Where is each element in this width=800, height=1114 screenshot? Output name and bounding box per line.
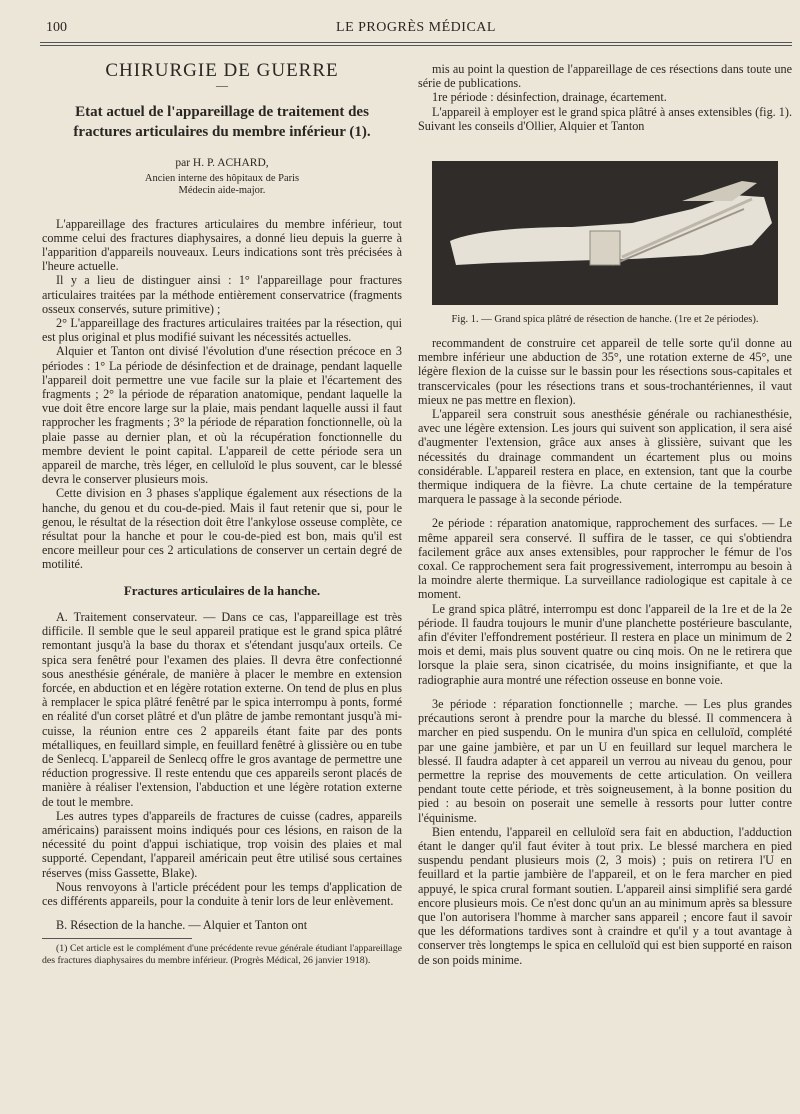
- paragraph: 1re période : désinfection, drainage, écartement.: [432, 90, 667, 105]
- page-number: 100: [46, 20, 67, 35]
- paragraph: 2° L'appareillage des fractures articulaires traitées par la résection, qui est plus original et plus modifié suivant les nécessités actuelles.: [42, 316, 402, 345]
- paragraph: A. Traitement conservateur. — Dans ce cas, l'appareillage est très difficile. Il semble que le seul appareil pratique est le grand spica plâtré remontant jusqu'à la base du thorax et s'étendant jusqu'aux orteils. Ce spica sera fenêtré pour l'examen des plaies. Il devra être confectionné sous anesthésie générale, de manière à placer le membre en extension forcée, en abduction et en légère rotation externe. On tend de plus en plus à remplacer le spica plâtré fenêtré par le spica interrompu à ponts, formé en réalité d'un corset plâtré et d'un plâtre de jambe remontant jusqu'à mi-cuisse, la réunion entre ces 2 appareils étant faite par des ponts métalliques, en feuillard simple, en feuillard fenêtré à glissière ou en tube de Senlecq. L'appareil de Senlecq offre le gros avantage de permettre une réduction progressive. Il reste entendu que ces appareils seront placés de manière à réaliser l'extension, l'abduction et une légère rotation externe de tout le membre.: [42, 609, 402, 809]
- header-rule-2: [40, 45, 792, 46]
- paragraph: Le grand spica plâtré, interrompu est donc l'appareil de la 1re et de la 2e période. Il faudra toujours le munir d'une planchette postérieure basculante, afin d'éviter l'effondrement postérieur. Il restera en place un minimum de 2 mois et demi, mais plus souvent quatre ou cinq mois. On ne le retirera que lorsque la plaie sera, sinon cicatrisée, du moins insignifiante, et que la radiographie aura montré une réfection osseuse en bonne voie.: [418, 601, 792, 687]
- paragraph: Les autres types d'appareils de fractures de cuisse (cadres, appareils américains) paraissent moins indiqués pour ces lésions, en raison de la nécessité du point d'appui ischiatique, trop voisin des plaies et mal supporté. Cependant, l'appareil américain peut être utilisé sous certaines réserves (miss Gassette, Blake).: [42, 808, 402, 880]
- section-heading: CHIRURGIE DE GUERRE: [105, 60, 339, 81]
- header-rule: [40, 42, 792, 43]
- article-title: [42, 102, 402, 142]
- right-column: [418, 62, 792, 967]
- title-line-2: fractures articulaires du membre inférieur (1).: [73, 124, 371, 141]
- plaster-cast-illustration: [432, 161, 778, 305]
- paragraph: L'appareillage des fractures articulaires du membre inférieur, tout comme celui des fractures diaphysaires, a donné lieu depuis la guerre à l'apparition d'appareils nouveaux. Leurs indications sont très précisées à l'heure actuelle.: [42, 216, 402, 274]
- paragraph: mis au point la question de l'appareillage de ces résections dans toute une série de publications.: [418, 62, 792, 91]
- figure-caption: Fig. 1. — Grand spica plâtré de résection de hanche. (1re et 2e périodes).: [451, 314, 759, 326]
- journal-title: LE PROGRÈS MÉDICAL: [336, 20, 496, 35]
- paragraph: B. Résection de la hanche. — Alquier et Tanton ont: [56, 918, 308, 933]
- running-header: [40, 20, 792, 42]
- paragraph: Alquier et Tanton ont divisé l'évolution d'une résection précoce en 3 périodes : 1° La période de désinfection et de drainage, pendant laquelle l'appareil doit permettre une vue facile sur la plaie et l'écartement des fragments ; 2° la période de réparation anatomique, pendant laquelle la vue doit être encore large sur la plaie, mais pendant laquelle aussi il faut rapprocher les fragments ; 3° la période de réparation fonctionnelle, où la plaie passe au dernier plan, et où la récupération fonctionnelle du membre devient le point capital. L'appareil de cette période sera un appareil de marche, très léger, en celluloïd le plus souvent, car le blessé devra le conserver plusieurs mois.: [42, 344, 402, 487]
- title-line-1: Etat actuel de l'appareillage de traitement des: [75, 104, 369, 121]
- paragraph: Cette division en 3 phases s'applique également aux résections de la hanche, du genou et du cou-de-pied. Mais il faut retenir que si, pour le genou, le résultat de la résection doit être l'ankylose osseuse complète, ce résultat pour la hanche et pour le cou-de-pied est bon, mais qu'il est encore meilleur pour ces 2 articulations de conserver un certain degré de motilité.: [42, 486, 402, 572]
- paragraph: 2e période : réparation anatomique, rapprochement des surfaces. — Le même appareil sera conservé. Il suffira de le tasser, ce qui s'obtiendra facilement grâce aux anses extensibles, pour rapprocher le fémur de l'os coxal. Ce rapprochement sera fait progressivement, interrompu au besoin à la moindre alerte thermique. La surveillance radiologique est capitale à ce moment.: [418, 516, 792, 602]
- paragraph: Bien entendu, l'appareil en celluloïd sera fait en abduction, l'adduction étant le danger qu'il faut éviter à tout prix. Le blessé marchera en pied suspendu pendant plusieurs mois (2, 3 mois) ; puis on retirera l'U en feuillard et la partie jambière de l'appareil, et on le fera marcher en pied appuyé, le spica crural formant soutien. L'appareil ainsi simplifié sera gardé encore plusieurs mois. Ce n'est donc qu'un an au minimum après sa blessure que l'on autorisera l'homme à marcher sans appareil ; encore faut il savoir que les déformations tardives sont à craindre et qu'il y a tout avantage à conserver très longtemps le spica en celluloïd qui est bien supporté en raison de son poids minime.: [418, 824, 792, 967]
- paragraph: L'appareil sera construit sous anesthésie générale ou rachianesthésie, avec une légère extension. Les jours qui suivent son application, il sera aisé d'augmenter l'extension, grâce aux anses à glissière, suivant que les nécessités du drainage commandent un écartement plus ou moins considérable. L'appareil restera en place, en extension, tant que la courbe thermique indiquera de la fièvre. La chute certaine de la température marquera le passage à la seconde période.: [418, 407, 792, 507]
- author-affiliation: [42, 173, 402, 197]
- left-column: [42, 62, 402, 966]
- author-byline: par H. P. ACHARD,: [175, 157, 269, 170]
- affiliation-line-2: Médecin aide-major.: [178, 184, 266, 196]
- footnote-rule: [42, 938, 192, 939]
- subsection-heading: Fractures articulaires de la hanche.: [123, 582, 321, 598]
- section-dash: —: [216, 78, 228, 93]
- paragraph: Il y a lieu de distinguer ainsi : 1° l'appareillage pour fractures articulaires traitées par la méthode entièrement conservatrice (fragments osseux conservés, suture primitive) ;: [42, 273, 402, 316]
- paragraph: Nous renvoyons à l'article précédent pour les temps d'application de ces différents appareils, pour la conduite à tenir lors de leur enlèvement.: [42, 879, 402, 908]
- paragraph: recommandent de construire cet appareil de telle sorte qu'il donne au membre inférieur une abduction de 35°, une rotation externe de 45°, une légère flexion de la cuisse sur le bassin pour les résections sous-capitales et transcervicales (pour les résections trans et sous-trochantériennes, il vaut mieux ne pas mettre en flexion).: [418, 336, 792, 407]
- paragraph: L'appareil à employer est le grand spica plâtré à anses extensibles (fig. 1). Suivant les conseils d'Ollier, Alquier et Tanton: [418, 104, 792, 133]
- affiliation-line-1: Ancien interne des hôpitaux de Paris: [144, 172, 300, 184]
- paragraph: 3e période : réparation fonctionnelle ; marche. — Les plus grandes précautions seront à prendre pour la marche du blessé. Il commencera à marcher en pied suspendu. On le munira d'un spica en celluloïd, complété par une gaine jambière, et par un U en feuillard sur lequel marchera le blessé. Il faudra adapter à cet appareil un verrou au niveau du genou, pour permettre la reprise des mouvements de cette articulation. On veillera pendant toute cette période, et très soigneusement, à la bonne position du pied : au besoin on poserait une semelle à ressorts pour lutter contre l'équinisme.: [418, 696, 792, 825]
- footnote: (1) Cet article est le complément d'une précédente revue générale étudiant l'appareillage des fractures diaphysaires du membre inférieur. (Progrès Médical, 26 janvier 1918).: [42, 943, 402, 966]
- figure-spica-photo: [432, 161, 778, 305]
